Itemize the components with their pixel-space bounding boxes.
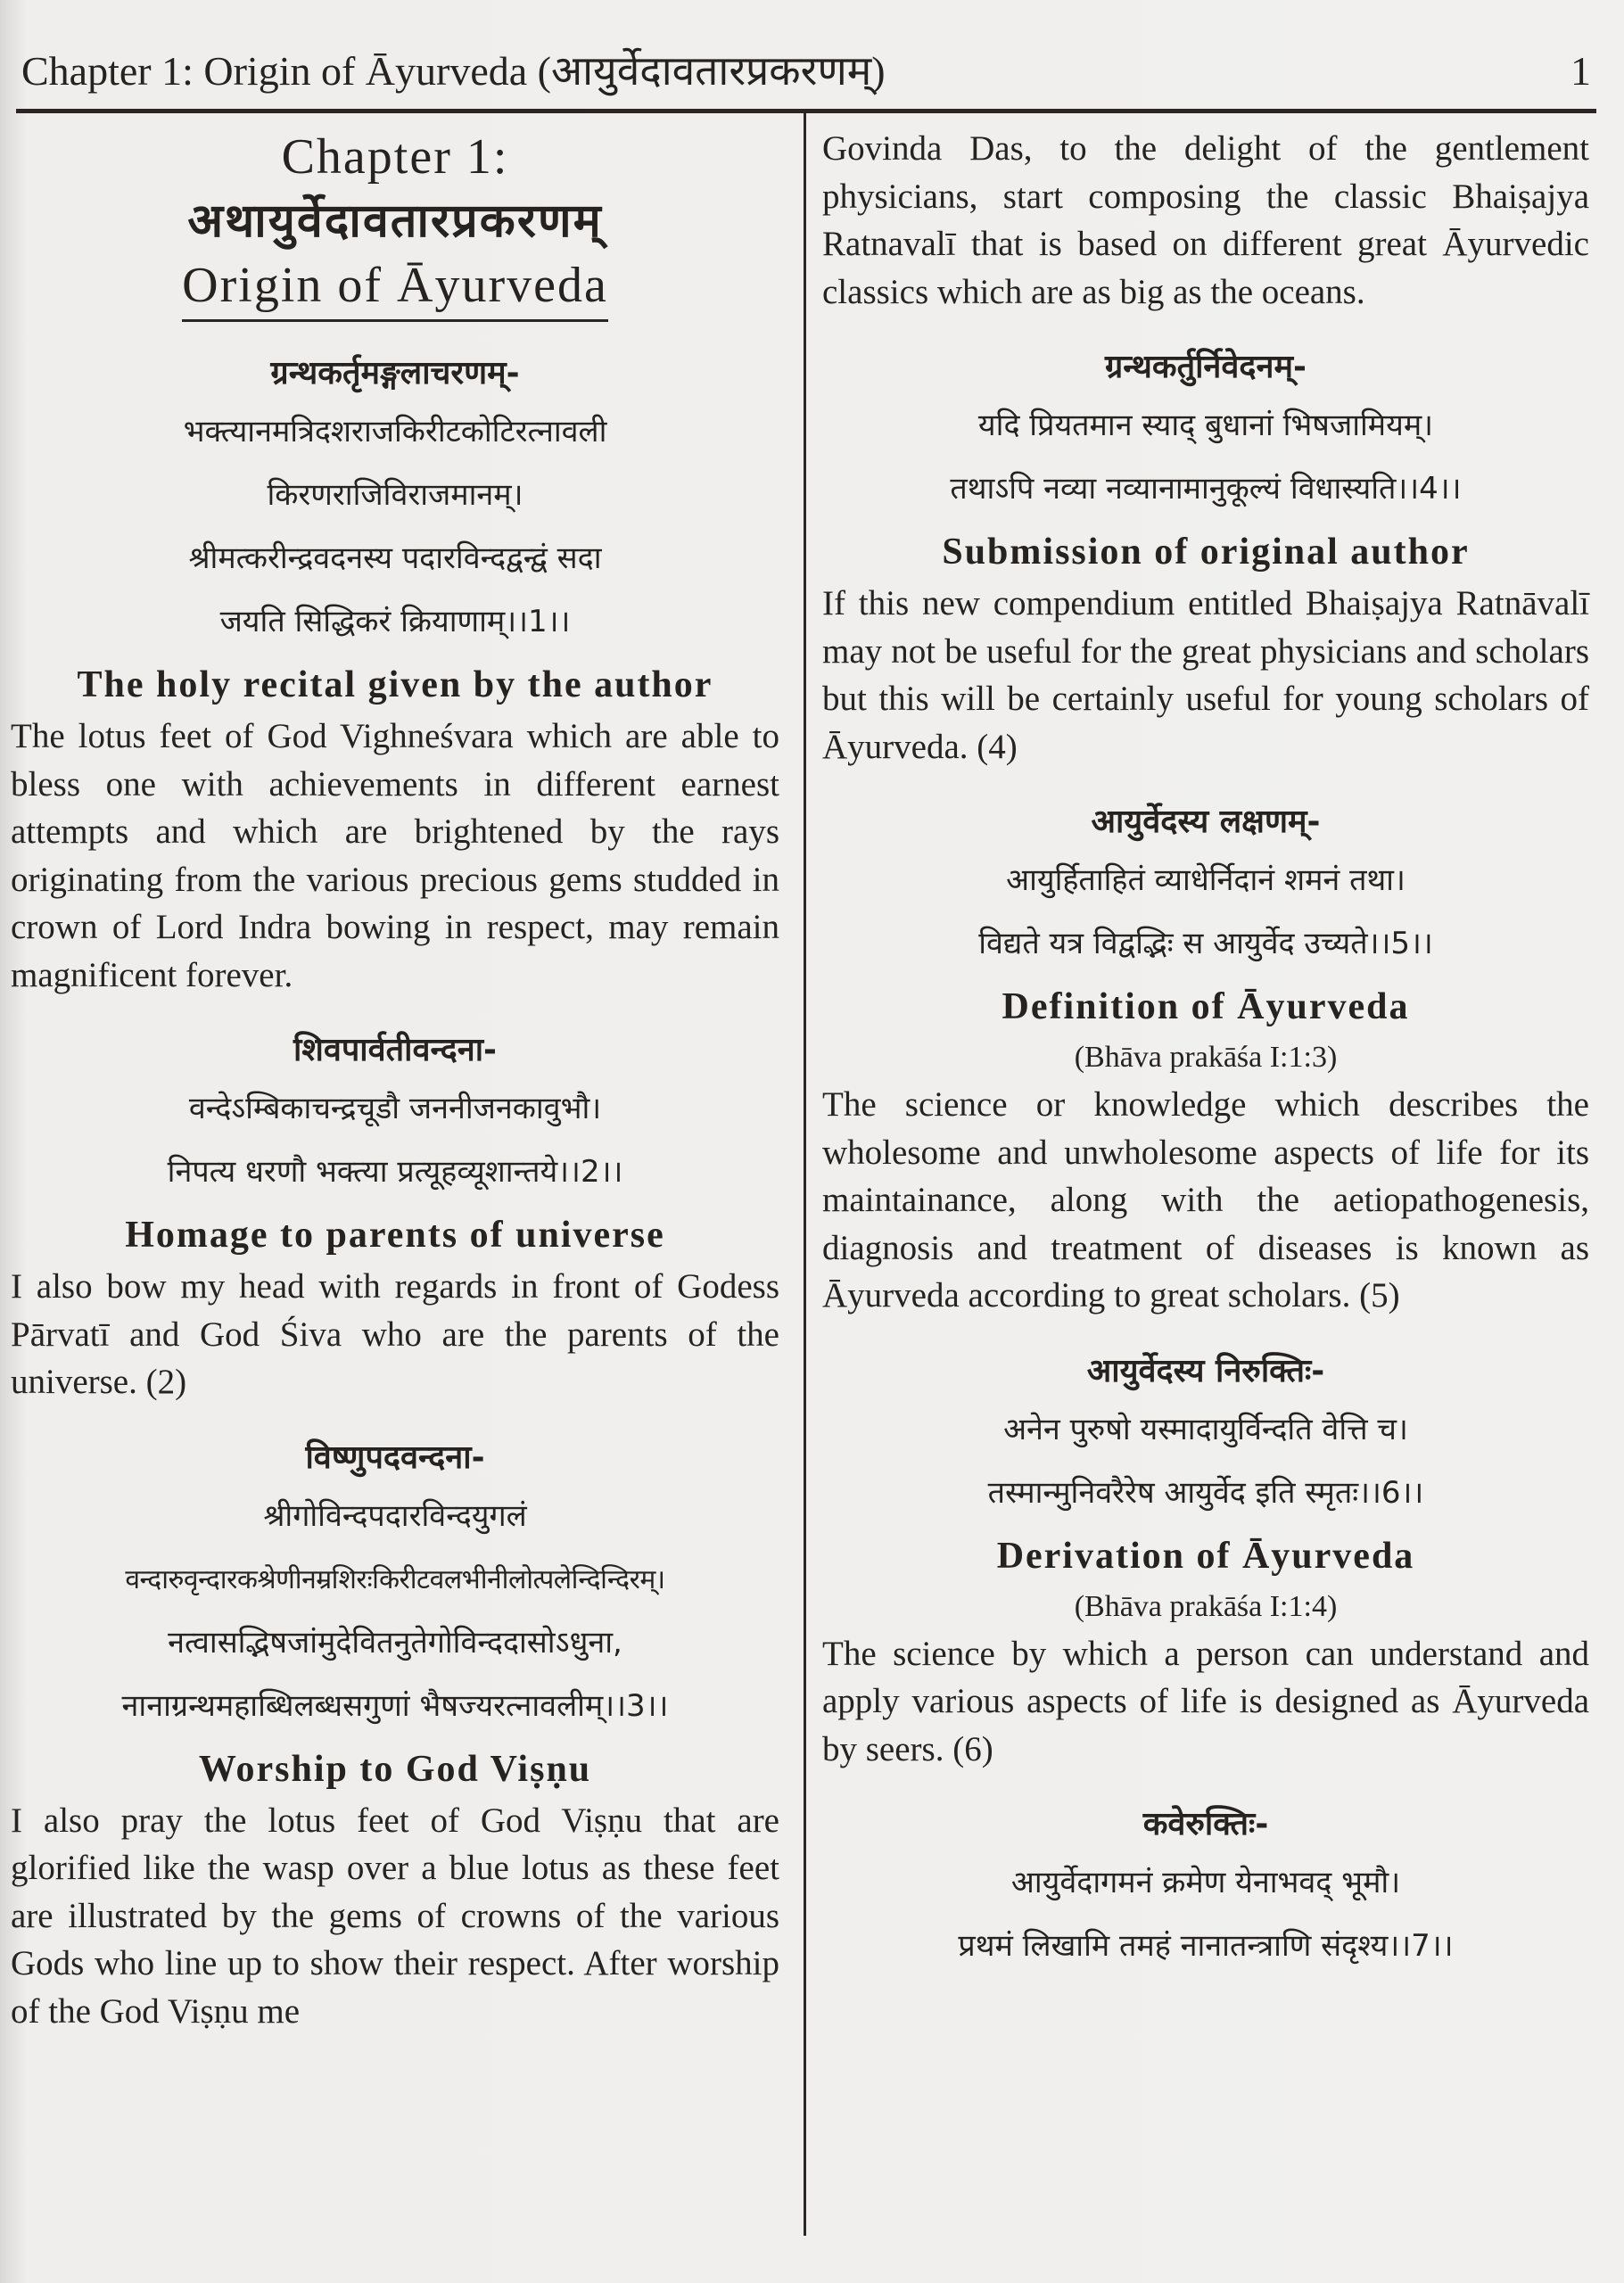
section-text: The science by which a person can understand and apply various aspects of life is designed as Āyurveda by seers. (6)	[822, 1634, 1589, 1768]
verse-line: अनेन पुरुषो यस्मादायुर्विन्दति वेत्ति च।	[1003, 1411, 1408, 1447]
section-sanskrit-heading: विष्णुपदवन्दना-	[305, 1438, 485, 1476]
left-column	[11, 125, 779, 2035]
section-english-title: Submission of original author	[942, 532, 1470, 573]
section-english-title: Definition of Āyurveda	[1002, 986, 1410, 1027]
chapter-label: Chapter 1:	[281, 129, 509, 185]
verse-line: भक्त्यानमत्रिदशराजकिरीटकोटिरत्नावली	[183, 414, 607, 449]
section-sanskrit-heading: आयुर्वेदस्य निरुक्तिः-	[1086, 1352, 1325, 1389]
verse-line: श्रीमत्करीन्द्रवदनस्य पदारविन्दद्वन्द्वं सदा	[188, 540, 602, 576]
chapter-sanskrit-title: अथायुर्वेदावतारप्रकरणम्	[187, 194, 603, 248]
verse-line: आयुर्हिताहितं व्याधेर्निदानं शमनं तथा।	[1006, 862, 1406, 898]
verse-line: आयुर्वेदागमनं क्रमेण येनाभवद् भूमौ।	[1010, 1865, 1401, 1900]
verse-line: तथाऽपि नव्या नव्यानामानुकूल्यं विधास्यति।।4।।	[950, 471, 1462, 507]
section-text: I also bow my head with regards in front of Godess Pārvatī and God Śiva who are the parents of the universe. (2)	[11, 1267, 779, 1401]
verse-line: वन्दारुवृन्दारकश्रेणीनम्रशिरःकिरीटवलभीनीलोत्पलेन्दिन्दिरम्।	[125, 1563, 665, 1595]
section-text: I also pray the lotus feet of God Viṣṇu that are glorified like the wasp over a blue lotus as these feet are illustrated by the gems of crowns of the various Gods who line up to show their respect. After worship of the God Viṣṇu me	[11, 1801, 779, 2031]
section-text: The lotus feet of God Vighneśvara which are able to bless one with achievements in different earnest attempts and which are brightened by the rays originating from the various precious gems studded in crown of Lord Indra bowing in respect, may remain magnificent forever.	[11, 717, 779, 994]
section-text: If this new compendium entitled Bhaiṣajya Ratnāvalī may not be useful for the great physicians and scholars but this will be certainly useful for young scholars of Āyurveda. (4)	[822, 584, 1589, 766]
section-sanskrit-heading: कवेरुक्तिः-	[1142, 1806, 1269, 1842]
verse-line: यदि प्रियतमान स्याद् बुधानां भिषजामियम्।	[977, 408, 1434, 443]
running-header	[21, 36, 1591, 107]
page-number: 1	[1570, 48, 1591, 94]
section-sanskrit-heading: ग्रन्थकर्तुर्निवेदनम्-	[1105, 349, 1307, 385]
citation: (Bhāva prakāśa I:1:4)	[1074, 1589, 1338, 1623]
verse-line: जयति सिद्धिकरं क्रियाणाम्।।1।।	[219, 604, 571, 639]
section-sanskrit-heading: ग्रन्थकर्तृमङ्गलाचरणम्-	[270, 355, 520, 391]
verse-line: नत्वासद्भिषजांमुदेवितनुतेगोविन्ददासोऽधुना,	[168, 1624, 622, 1661]
verse-line: किरणराजिविराजमानम्।	[267, 477, 523, 513]
running-header-title: Chapter 1: Origin of Āyurveda (आयुर्वेदावतारप्रकरणम्)	[21, 48, 886, 94]
header-rule	[16, 109, 1596, 113]
section-sanskrit-heading: शिवपार्वतीवन्दना-	[293, 1032, 497, 1068]
chapter-title: Origin of Āyurveda	[182, 253, 608, 322]
right-column	[822, 125, 1589, 1978]
section-text: The science or knowledge which describes the wholesome and unwholesome aspects of life for its maintainance, along with the aetiopathogenesis, diagnosis and treatment of diseases is known as Āyurveda according to great scholars. (5)	[822, 1085, 1589, 1315]
section-english-title: Worship to God Viṣṇu	[198, 1748, 592, 1790]
verse-line: श्रीगोविन्दपदारविन्दयुगलं	[263, 1497, 527, 1534]
section-sanskrit-heading: आयुर्वेदस्य लक्षणम्-	[1091, 804, 1321, 840]
section-english-title: The holy recital given by the author	[77, 664, 713, 705]
verse-line: नानाग्रन्थमहाब्धिलब्धसगुणां भैषज्यरत्नावलीम्।।3।।	[121, 1687, 669, 1724]
verse-line: प्रथमं लिखामि तमहं नानातन्त्राणि संदृश्य।।7।।	[958, 1928, 1454, 1964]
verse-line: निपत्य धरणौ भक्त्या प्रत्यूहव्यूशान्तये।।2।।	[167, 1154, 623, 1190]
column-divider	[804, 113, 806, 2236]
verse-line: विद्यते यत्र विद्वद्भिः स आयुर्वेद उच्यते।।5।।	[978, 926, 1433, 961]
section-english-title: Derivation of Āyurveda	[996, 1535, 1415, 1577]
continued-text: Govinda Das, to the delight of the gentlement physicians, start composing the classic Bhaiṣajya Ratnavalī that is based on different great Āyurvedic classics which are as big as the oceans.	[822, 129, 1589, 311]
section-english-title: Homage to parents of universe	[125, 1215, 665, 1256]
verse-line: तस्मान्मुनिवरैरेष आयुर्वेद इति स्मृतः।।6।।	[987, 1474, 1424, 1511]
verse-line: वन्देऽम्बिकाचन्द्रचूडौ जननीजनकावुभौ।	[188, 1091, 602, 1126]
citation: (Bhāva prakāśa I:1:3)	[1074, 1041, 1338, 1074]
